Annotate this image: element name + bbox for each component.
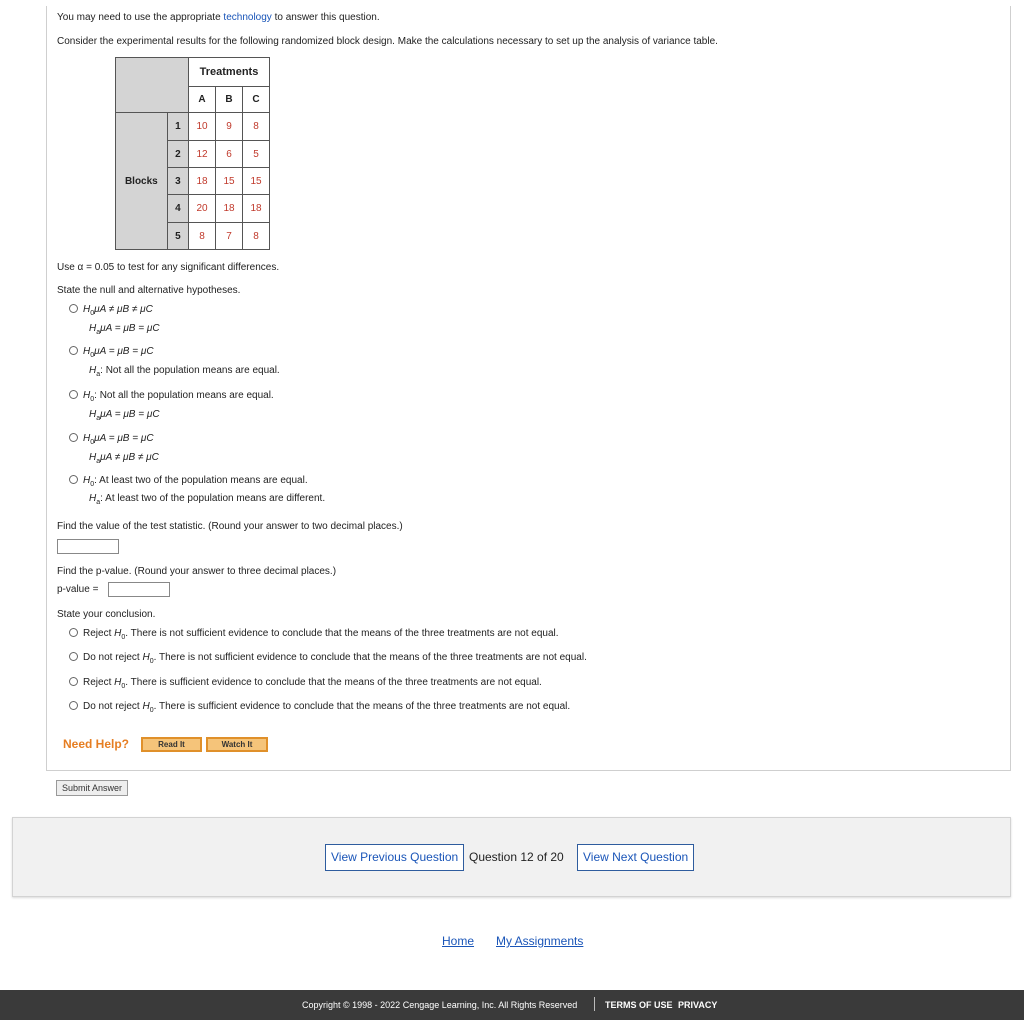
table-cell: 8	[243, 223, 270, 250]
radio-button[interactable]	[69, 677, 78, 686]
block-number: 3	[167, 168, 188, 195]
block-number: 2	[167, 141, 188, 168]
hypothesis-option-2-alt: $H_a$: Not all the population means are equal.	[89, 365, 280, 378]
hypothesis-option-2[interactable]: $H_0\mu A = \mu B = \mu C$	[69, 346, 154, 359]
radio-button[interactable]	[69, 390, 78, 399]
table-cell: 7	[216, 223, 243, 250]
table-cell: 8	[243, 113, 270, 141]
watch-it-button[interactable]: Watch It	[206, 737, 268, 752]
pvalue-prompt: Find the p-value. (Round your answer to three decimal places.)	[57, 566, 337, 577]
hypotheses-prompt: State the null and alternative hypotheses.	[57, 285, 241, 296]
privacy-link[interactable]: PRIVACY	[678, 1000, 718, 1010]
pvalue-input[interactable]	[108, 582, 170, 597]
radio-button[interactable]	[69, 628, 78, 637]
conclusion-option-3[interactable]: Reject $H_0$. There is sufficient evidence to conclude that the means of the three treatments are not equal.	[69, 677, 542, 690]
footer	[0, 990, 1024, 1020]
table-cell: 18	[216, 195, 243, 223]
conclusion-prompt: State your conclusion.	[57, 609, 156, 620]
terms-of-use-link[interactable]: TERMS OF USE	[605, 1000, 673, 1010]
conclusion-option-2[interactable]: Do not reject $H_0$. There is not sufficient evidence to conclude that the means of the three treatments are not equal.	[69, 652, 587, 665]
radio-button[interactable]	[69, 304, 78, 313]
block-number: 5	[167, 223, 188, 250]
my-assignments-link[interactable]: My Assignments	[496, 934, 584, 948]
hypothesis-option-3-alt: $H_a\mu A = \mu B = \mu C$	[89, 409, 160, 422]
hypothesis-option-4[interactable]: $H_0\mu A = \mu B = \mu C$	[69, 433, 154, 446]
table-cell: 9	[216, 113, 243, 141]
hypothesis-option-1[interactable]: $H_0\mu A \ne \mu B \ne \mu C$	[69, 304, 153, 317]
problem-prompt: Consider the experimental results for the following randomized block design. Make the calculations necessary to set up the analysis of variance table.	[57, 36, 718, 47]
radio-button[interactable]	[69, 433, 78, 442]
copyright-text: Copyright © 1998 - 2022 Cengage Learning, Inc. All Rights Reserved	[302, 1000, 578, 1010]
question-nav-bar	[12, 817, 1011, 897]
block-design-table	[115, 57, 270, 250]
hypothesis-option-5[interactable]: $H_0$: At least two of the population means are equal.	[69, 475, 308, 488]
alpha-text: Use α = 0.05 to test for any significant differences.	[57, 262, 280, 273]
radio-button[interactable]	[69, 475, 78, 484]
question-counter: Question 12 of 20	[469, 850, 564, 864]
col-header: B	[216, 87, 243, 113]
footer-divider	[594, 997, 595, 1011]
table-cell: 8	[189, 223, 216, 250]
block-number: 1	[167, 113, 188, 141]
table-cell: 5	[243, 141, 270, 168]
intro-text: You may need to use the appropriate technology to answer this question.	[57, 12, 380, 23]
hypothesis-option-3[interactable]: $H_0$: Not all the population means are equal.	[69, 390, 274, 403]
read-it-button[interactable]: Read It	[141, 737, 202, 752]
table-cell: 10	[189, 113, 216, 141]
conclusion-option-1[interactable]: Reject $H_0$. There is not sufficient evidence to conclude that the means of the three treatments are not equal.	[69, 628, 559, 641]
hypothesis-option-1-alt: $H_a\mu A = \mu B = \mu C$	[89, 323, 160, 336]
home-link[interactable]: Home	[442, 934, 475, 948]
col-header: C	[243, 87, 270, 113]
test-statistic-prompt: Find the value of the test statistic. (Round your answer to two decimal places.)	[57, 521, 403, 532]
table-cell: 20	[189, 195, 216, 223]
col-header: A	[189, 87, 216, 113]
table-corner	[116, 58, 189, 113]
radio-button[interactable]	[69, 701, 78, 710]
view-previous-question-button[interactable]: View Previous Question	[325, 844, 464, 871]
need-help-label: Need Help?	[63, 737, 130, 751]
table-cell: 18	[243, 195, 270, 223]
treatments-header: Treatments	[189, 58, 270, 87]
hypothesis-option-4-alt: $H_a\mu A \ne \mu B \ne \mu C$	[89, 452, 159, 465]
table-cell: 15	[216, 168, 243, 195]
table-cell: 12	[189, 141, 216, 168]
radio-button[interactable]	[69, 346, 78, 355]
conclusion-option-4[interactable]: Do not reject $H_0$. There is sufficient evidence to conclude that the means of the three treatments are not equal.	[69, 701, 570, 714]
hypothesis-option-5-alt: $H_a$: At least two of the population means are different.	[89, 493, 326, 506]
pvalue-label: p-value =	[57, 584, 99, 595]
table-cell: 15	[243, 168, 270, 195]
table-cell: 18	[189, 168, 216, 195]
submit-answer-button[interactable]: Submit Answer	[56, 780, 128, 796]
view-next-question-button[interactable]: View Next Question	[577, 844, 694, 871]
test-statistic-input[interactable]	[57, 539, 119, 554]
block-number: 4	[167, 195, 188, 223]
radio-button[interactable]	[69, 652, 78, 661]
technology-link[interactable]: technology	[223, 12, 272, 23]
blocks-label: Blocks	[116, 113, 168, 250]
table-cell: 6	[216, 141, 243, 168]
